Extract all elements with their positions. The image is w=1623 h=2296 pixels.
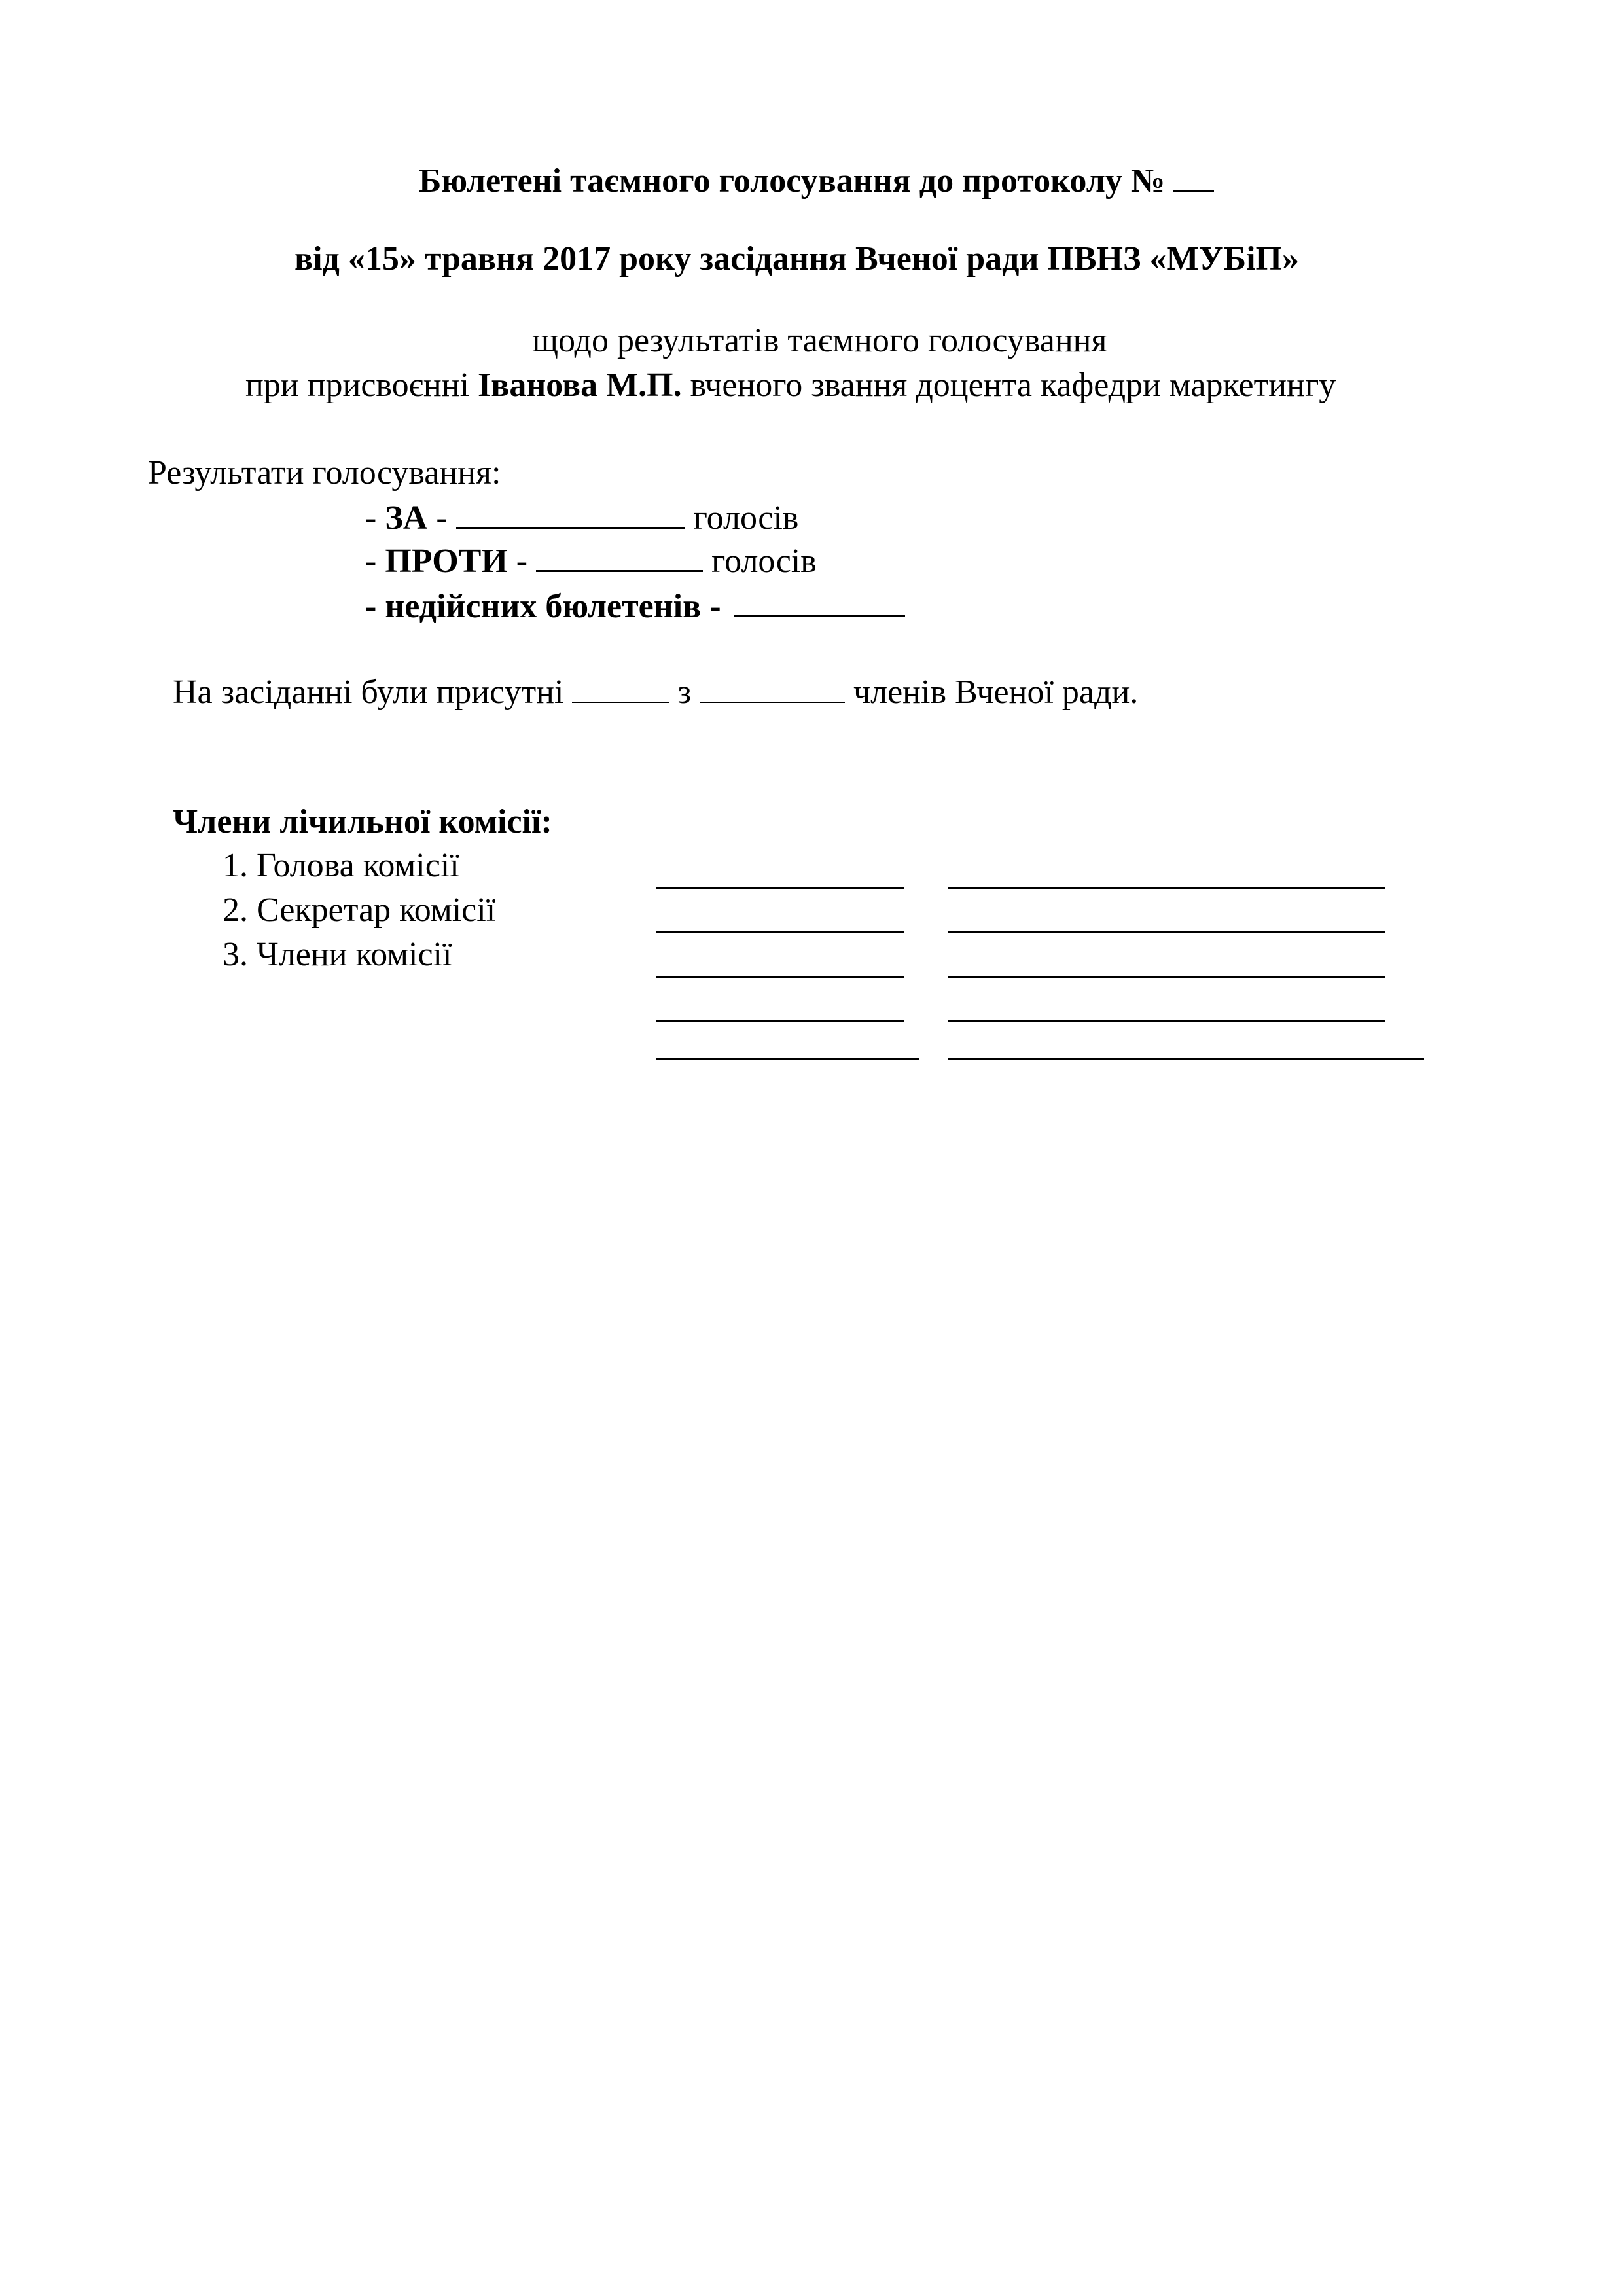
commission-item: 2. Секретар комісії [223,891,496,929]
votes-for-label: - ЗА - [365,499,448,537]
attendance-after: членів Вченої ради. [853,673,1139,711]
invalid-ballots-row [365,588,905,624]
date-line: від «15» травня 2017 року засідання Вченої ради ПВНЗ «МУБіП» [294,240,1299,278]
subject-prefix: при присвоєнні [245,367,470,404]
votes-for-suffix: голосів [693,499,799,537]
present-count-blank [572,674,669,703]
votes-against-label: - ПРОТИ - [365,543,528,580]
results-heading: Результати голосування: [148,454,501,492]
signature-line [656,1020,904,1022]
signature-line [656,931,904,933]
title-text: Бюлетені таємного голосування до протоколу № [419,162,1166,200]
commission-item: 1. Голова комісії [223,847,459,884]
total-members-blank [700,674,845,703]
name-line [948,1020,1385,1022]
commission-item: 3. Члени комісії [223,936,452,973]
subject-line-1: щодо результатів таємного голосування [532,322,1107,359]
subject-line-2 [245,368,1336,403]
votes-against-blank [536,543,703,572]
votes-against-suffix: голосів [711,543,817,580]
name-line [948,887,1385,889]
document-title [419,162,1214,198]
name-line [948,976,1385,978]
votes-for-blank [456,499,685,529]
invalid-ballots-blank [734,588,905,617]
attendance-middle: з [677,673,691,711]
attendance-row [173,674,1138,709]
protocol-number-blank [1173,162,1214,192]
name-line [948,1058,1424,1060]
signature-line [656,1058,919,1060]
name-line [948,931,1385,933]
commission-heading: Члени лічильної комісії: [173,803,552,840]
subject-suffix: вченого звання доцента кафедри маркетингу [690,367,1336,404]
candidate-name: Іванова М.П. [478,367,682,404]
votes-for-row [365,499,798,535]
signature-line [656,976,904,978]
attendance-before: На засіданні були присутні [173,673,564,711]
signature-line [656,887,904,889]
votes-against-row [365,543,817,579]
invalid-ballots-label: - недійсних бюлетенів - [365,588,721,625]
